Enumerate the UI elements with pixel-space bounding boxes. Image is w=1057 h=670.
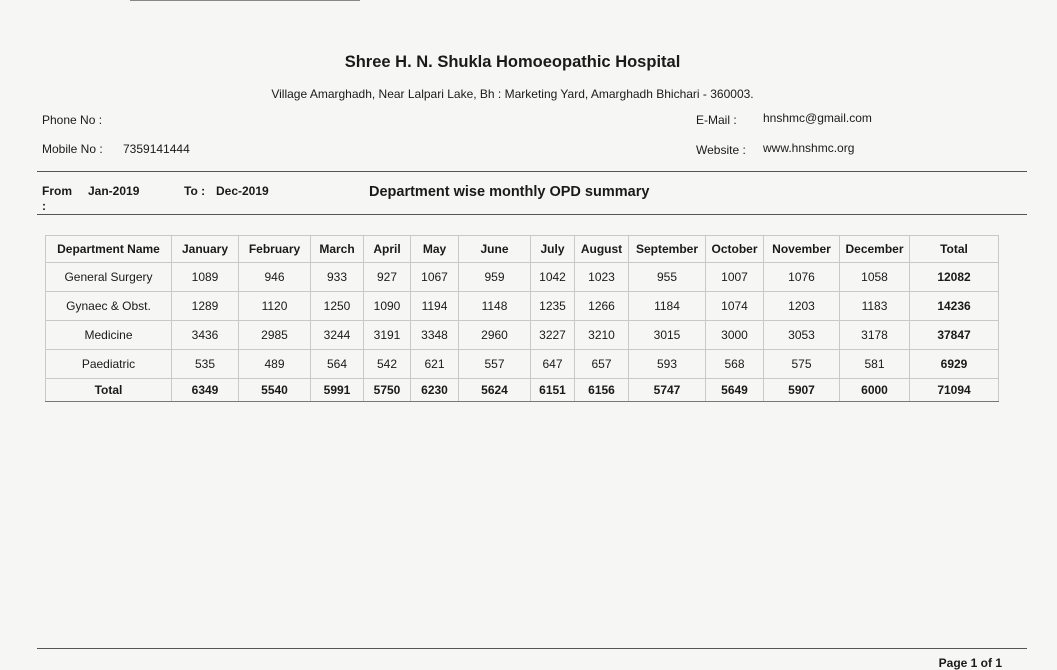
column-total-cell: 5991 <box>311 379 364 402</box>
table-cell: 1076 <box>764 263 840 292</box>
table-cell: 1184 <box>629 292 706 321</box>
table-cell: 955 <box>629 263 706 292</box>
table-cell: 3178 <box>840 321 910 350</box>
table-cell: 1089 <box>172 263 239 292</box>
mobile-value: 7359141444 <box>123 142 190 156</box>
department-cell: Medicine <box>46 321 172 350</box>
table-cell: 557 <box>459 350 531 379</box>
table-cell: 3244 <box>311 321 364 350</box>
column-header: January <box>172 236 239 263</box>
column-total-cell: 6349 <box>172 379 239 402</box>
table-header-row <box>46 236 999 263</box>
table-cell: 1007 <box>706 263 764 292</box>
table-cell: 3191 <box>364 321 411 350</box>
email-label: E-Mail : <box>696 113 737 127</box>
column-header: February <box>239 236 311 263</box>
table-cell: 1042 <box>531 263 575 292</box>
row-total-cell: 14236 <box>910 292 999 321</box>
row-total-cell: 6929 <box>910 350 999 379</box>
column-header: Department Name <box>46 236 172 263</box>
table-row <box>46 263 999 292</box>
table-cell: 621 <box>411 350 459 379</box>
table-row <box>46 321 999 350</box>
table-cell: 542 <box>364 350 411 379</box>
table-cell: 1250 <box>311 292 364 321</box>
column-header: Total <box>910 236 999 263</box>
column-header: October <box>706 236 764 263</box>
column-header: March <box>311 236 364 263</box>
department-cell: General Surgery <box>46 263 172 292</box>
column-total-cell: 5540 <box>239 379 311 402</box>
table-cell: 3436 <box>172 321 239 350</box>
table-cell: 3053 <box>764 321 840 350</box>
column-total-cell: 5907 <box>764 379 840 402</box>
column-header: September <box>629 236 706 263</box>
row-total-cell: 12082 <box>910 263 999 292</box>
header-divider <box>37 171 1027 172</box>
table-cell: 1148 <box>459 292 531 321</box>
table-cell: 946 <box>239 263 311 292</box>
table-cell: 3348 <box>411 321 459 350</box>
column-total-cell: 5747 <box>629 379 706 402</box>
table-cell: 1074 <box>706 292 764 321</box>
column-total-cell: 6230 <box>411 379 459 402</box>
table-cell: 489 <box>239 350 311 379</box>
table-cell: 535 <box>172 350 239 379</box>
table-row <box>46 350 999 379</box>
table-cell: 2985 <box>239 321 311 350</box>
website-label: Website : <box>696 143 746 157</box>
to-value: Dec-2019 <box>216 184 269 198</box>
column-header: July <box>531 236 575 263</box>
table-cell: 1120 <box>239 292 311 321</box>
email-value: hnshmc@gmail.com <box>763 111 872 125</box>
table-cell: 575 <box>764 350 840 379</box>
to-label: To : <box>184 184 206 198</box>
table-cell: 1235 <box>531 292 575 321</box>
table-total-row <box>46 379 999 402</box>
department-cell: Paediatric <box>46 350 172 379</box>
column-total-cell: 5750 <box>364 379 411 402</box>
department-cell: Gynaec & Obst. <box>46 292 172 321</box>
table-cell: 2960 <box>459 321 531 350</box>
column-header: December <box>840 236 910 263</box>
table-cell: 959 <box>459 263 531 292</box>
title-divider <box>37 214 1027 215</box>
table-cell: 564 <box>311 350 364 379</box>
table-cell: 657 <box>575 350 629 379</box>
from-label: From <box>42 184 72 198</box>
opd-summary-table <box>45 235 999 402</box>
column-header: May <box>411 236 459 263</box>
table-cell: 1183 <box>840 292 910 321</box>
table-cell: 1194 <box>411 292 459 321</box>
column-header: November <box>764 236 840 263</box>
column-header: April <box>364 236 411 263</box>
column-header: June <box>459 236 531 263</box>
mobile-label: Mobile No : <box>42 142 103 156</box>
column-total-cell: 5624 <box>459 379 531 402</box>
column-total-cell: 5649 <box>706 379 764 402</box>
report-title: Department wise monthly OPD summary <box>369 184 650 200</box>
table-cell: 647 <box>531 350 575 379</box>
table-cell: 1023 <box>575 263 629 292</box>
phone-label: Phone No : <box>42 113 103 127</box>
table-cell: 1289 <box>172 292 239 321</box>
table-cell: 1058 <box>840 263 910 292</box>
footer-divider <box>37 648 1027 649</box>
table-cell: 1203 <box>764 292 840 321</box>
hospital-name: Shree H. N. Shukla Homoeopathic Hospital <box>344 53 681 71</box>
table-cell: 3210 <box>575 321 629 350</box>
page-number: Page 1 of 1 <box>938 656 1002 670</box>
column-header: August <box>575 236 629 263</box>
table-cell: 1266 <box>575 292 629 321</box>
total-label-cell: Total <box>46 379 172 402</box>
table-cell: 568 <box>706 350 764 379</box>
column-total-cell: 6156 <box>575 379 629 402</box>
column-total-cell: 6000 <box>840 379 910 402</box>
table-cell: 593 <box>629 350 706 379</box>
table-cell: 3015 <box>629 321 706 350</box>
column-total-cell: 6151 <box>531 379 575 402</box>
website-value: www.hnshmc.org <box>763 141 855 155</box>
table-row <box>46 292 999 321</box>
table-cell: 581 <box>840 350 910 379</box>
top-edge-rule <box>130 0 360 1</box>
table-cell: 1067 <box>411 263 459 292</box>
row-total-cell: 37847 <box>910 321 999 350</box>
from-colon: : <box>42 199 46 213</box>
table-cell: 3227 <box>531 321 575 350</box>
table-cell: 933 <box>311 263 364 292</box>
grand-total-cell: 71094 <box>910 379 999 402</box>
from-value: Jan-2019 <box>88 184 140 198</box>
table-cell: 1090 <box>364 292 411 321</box>
hospital-address: Village Amarghadh, Near Lalpari Lake, Bh : Marketing Yard, Amarghadh Bhichari - 360003. <box>271 87 754 101</box>
table-cell: 927 <box>364 263 411 292</box>
table-cell: 3000 <box>706 321 764 350</box>
